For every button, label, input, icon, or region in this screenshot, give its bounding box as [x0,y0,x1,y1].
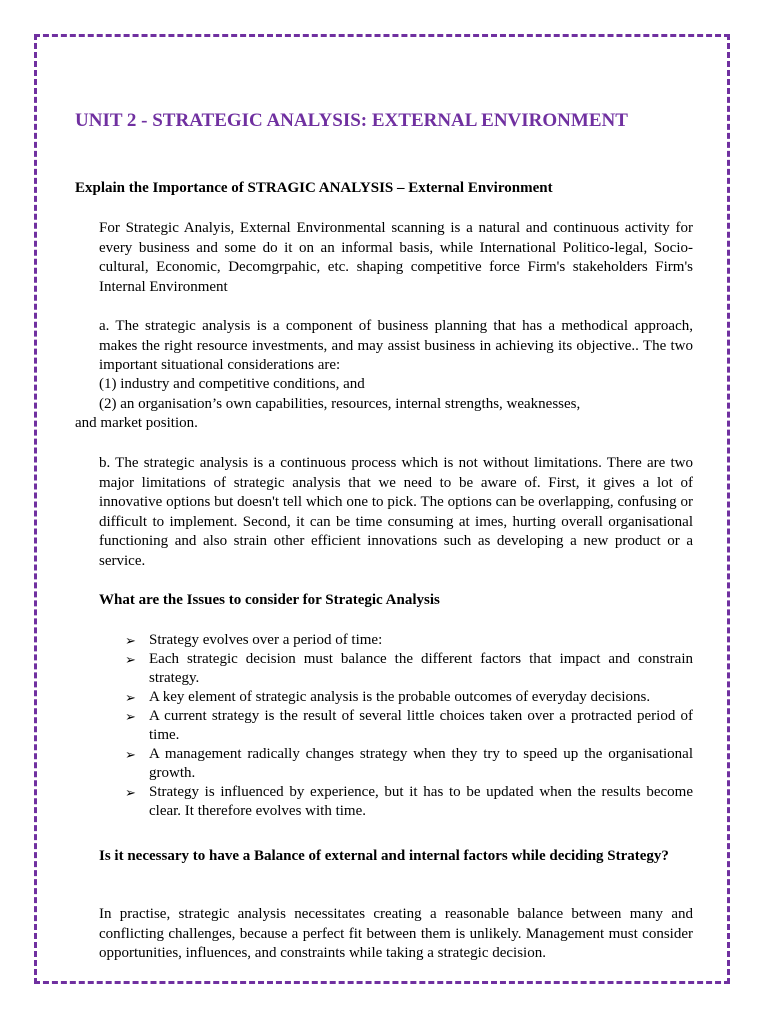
arrow-bullet-icon: ➢ [125,633,136,648]
heading-issues: What are the Issues to consider for Strategic Analysis [99,592,440,608]
heading-balance: Is it necessary to have a Balance of external and internal factors while deciding Strategy? [99,848,669,864]
arrow-bullet-icon: ➢ [125,709,136,724]
list-item-2-continued: and market position. [75,415,198,431]
paragraph-last: In practise, strategic analysis necessitates creating a reasonable balance between many and conflicting challenges, because a perfect fit between them is unlikely. Management must consider opportunities, influences, and constraints while taking a strategic decision. [99,906,693,961]
list-item: ➢ A current strategy is the result of several little choices taken over a protracted period of time. [125,708,693,743]
arrow-bullet-icon: ➢ [125,652,136,667]
arrow-bullet-icon: ➢ [125,690,136,705]
arrow-bullet-icon: ➢ [125,785,136,800]
arrow-bullet-icon: ➢ [125,747,136,762]
list-item-1: (1) industry and competitive conditions, and [99,376,365,392]
list-item: ➢ Each strategic decision must balance the different factors that impact and constrain strategy. [125,651,693,686]
issues-list [99,631,693,821]
list-item: ➢ Strategy is influenced by experience, but it has to be updated when the results become clear. It therefore evolves with time. [125,784,693,819]
paragraph-a: a. The strategic analysis is a component of business planning that has a methodical approach, makes the right resource investments, and may assist business in achieving its objective.. The two important situational considerations are: [99,318,693,373]
list-item: ➢ A key element of strategic analysis is the probable outcomes of everyday decisions. [125,689,651,705]
list-item: ➢ A management radically changes strategy when they try to speed up the organisational growth. [125,746,693,781]
page-title: UNIT 2 - STRATEGIC ANALYSIS: EXTERNAL ENVIRONMENT [75,110,628,131]
heading-importance: Explain the Importance of STRAGIC ANALYSIS – External Environment [75,180,553,196]
list-item: ➢ Strategy evolves over a period of time: [125,632,383,648]
list-item-2: (2) an organisation’s own capabilities, resources, internal strengths, weaknesses, [99,396,581,412]
paragraph-b: b. The strategic analysis is a continuous process which is not without limitations. There are two major limitations of strategic analysis that we need to be aware of. First, it gives a lot of innovative options but doesn't tell which one to pick. The options can be overlapping, confusing or difficult to implement. Second, it can be time consuming at imes, hurting overall organisational functioning and also strain other efficient innovations such as developing a new product or a service. [99,455,693,569]
paragraph-intro: For Strategic Analyis, External Environmental scanning is a natural and continuous activity for every business and some do it on an informal basis, while International Politico-legal, Socio-cultural, Economic, Decomgrpahic, etc. shaping competitive force Firm's stakeholders Firm's Internal Environment [99,220,693,295]
